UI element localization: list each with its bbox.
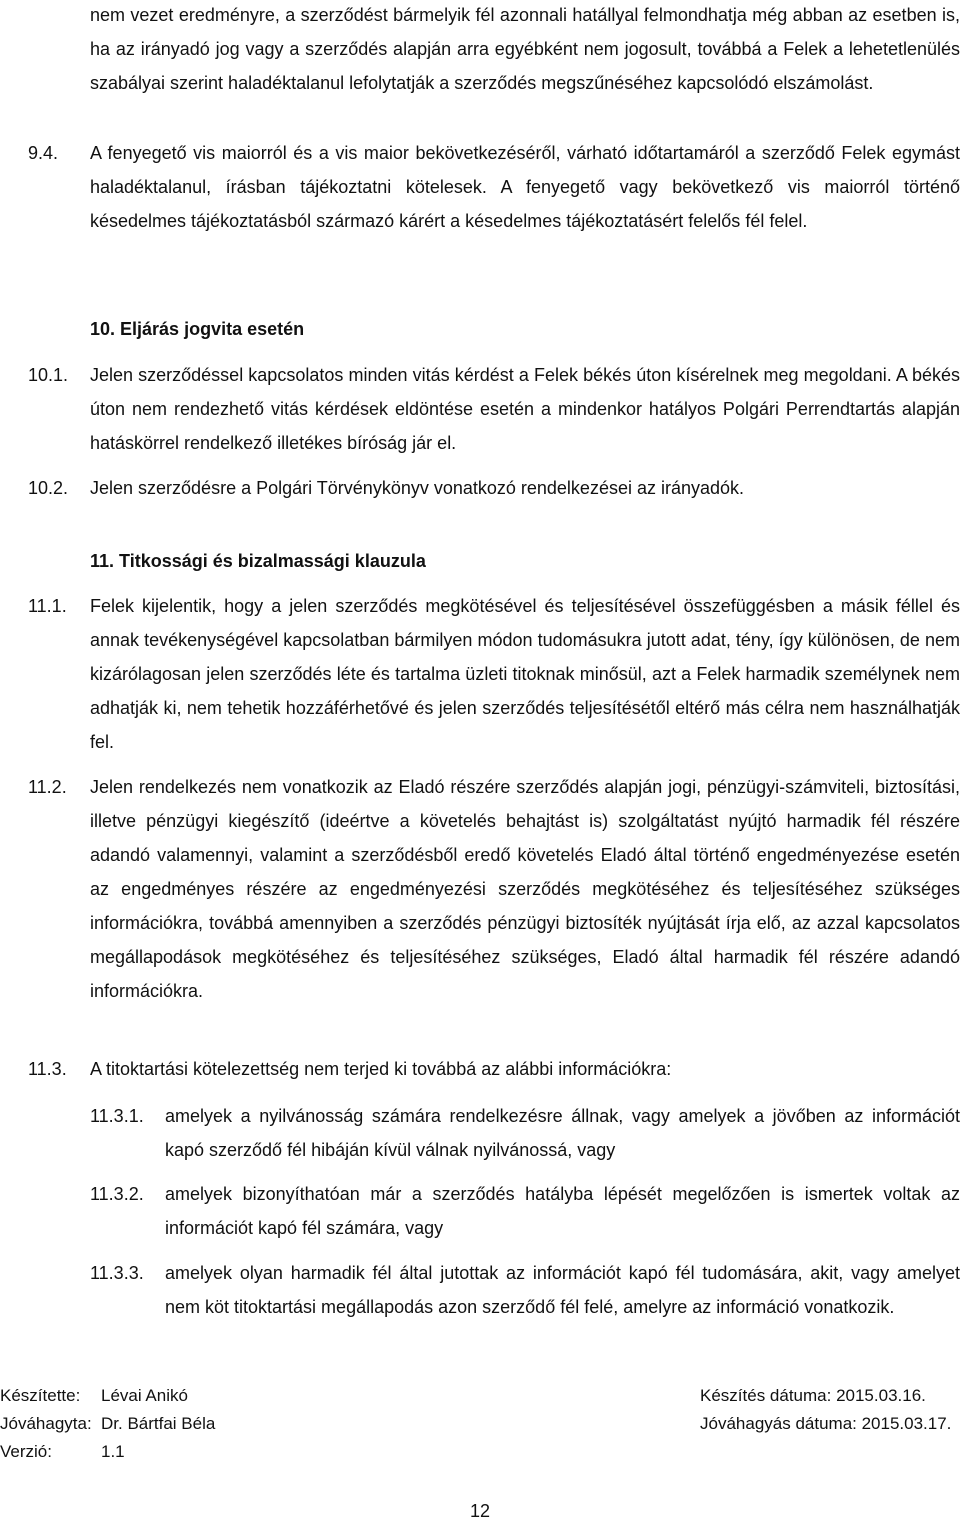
- section-heading-10: 10. Eljárás jogvita esetén: [90, 319, 305, 339]
- paragraph-10-1: [28, 358, 960, 460]
- paragraph-11-3-2: [90, 1177, 960, 1245]
- page-number: 12: [469, 1501, 491, 1521]
- footer-prepared-by: [0, 1383, 188, 1409]
- paragraph-text: Jelen rendelkezés nem vonatkozik az Eladó részére szerződés alapján jogi, pénzügyi-számviteli, biztosítási, illetve pénzügyi kiegészítő (ideértve a követelés behajtást is) szolgáltatást nyújtó harmadik fél részére adandó valamennyi, valamint a szerződésből eredő követelés Eladó által történő engedményezése esetén az engedményes részére az engedményezési szerződés megkötéséhez és teljesítéséhez szükséges információkra, továbbá amennyiben a szerződés pénzügyi biztosíték nyújtását írja elő, az azzal kapcsolatos megállapodások megkötéséhez és teljesítéséhez szükséges, Eladó által harmadik fél részére adandó információkra.: [90, 777, 960, 1001]
- paragraph-number: 11.3.1.: [90, 1106, 144, 1126]
- paragraph-number: 10.2.: [28, 478, 69, 498]
- footer-value: 1.1: [101, 1442, 125, 1461]
- paragraph-text: A titoktartási kötelezettség nem terjed ki továbbá az alábbi információkra:: [90, 1059, 672, 1079]
- footer-label: Készítette:: [0, 1386, 81, 1405]
- paragraph-11-1: [28, 589, 960, 759]
- paragraph-text: amelyek olyan harmadik fél által jutottak az információt kapó fél tudomására, akit, vagy amelyet nem köt titoktartási megállapodás azon szerződő fél felé, amelyre az információ vonatkozik.: [165, 1263, 960, 1317]
- paragraph-11-2: [28, 770, 960, 1008]
- section-heading-11: 11. Titkossági és bizalmassági klauzula: [90, 551, 426, 571]
- paragraph-number: 11.1.: [28, 596, 67, 616]
- paragraph-11-3-1: [90, 1099, 960, 1167]
- paragraph-text: Jelen szerződéssel kapcsolatos minden vitás kérdést a Felek békés úton kísérelnek meg megoldani. A békés úton nem rendezhető vitás kérdések eldöntése esetén a mindenkor hatályos Polgári Perrendtartás alapján hatáskörrel rendelkező illetékes bíróság jár el.: [90, 365, 960, 453]
- footer-value: Lévai Anikó: [101, 1386, 188, 1405]
- footer-label: Verzió:: [0, 1442, 52, 1461]
- paragraph-continuation: nem vezet eredményre, a szerződést bármelyik fél azonnali hatállyal felmondhatja még abban az esetben is, ha az irányadó jog vagy a szerződés alapján arra egyébként nem jogosult, továbbá a Felek a lehetetlenülés szabályai szerint haladéktalanul lefolytatják a szerződés megszűnéséhez kapcsolódó elszámolást.: [90, 5, 960, 93]
- paragraph-11-3-3: [90, 1256, 960, 1324]
- footer-label: Jóváhagyta:: [0, 1414, 92, 1433]
- paragraph-11-3: [28, 1052, 960, 1086]
- paragraph-number: 10.1.: [28, 365, 69, 385]
- paragraph-text: amelyek bizonyíthatóan már a szerződés hatályba lépését megelőzően is ismertek voltak az információt kapó fél számára, vagy: [165, 1184, 960, 1238]
- paragraph-number: 11.2.: [28, 777, 67, 797]
- paragraph-text: amelyek a nyilvánosság számára rendelkezésre állnak, vagy amelyek a jövőben az információt kapó szerződő fél hibáján kívül válnak nyilvánossá, vagy: [165, 1106, 960, 1160]
- paragraph-number: 11.3.3.: [90, 1263, 144, 1283]
- paragraph-text: Felek kijelentik, hogy a jelen szerződés megkötésével és teljesítésével összefüggésben a másik féllel és annak tevékenységével kapcsolatban bármilyen módon tudomásukra jutott adat, tény, így különösen, de nem kizárólagosan jelen szerződés léte és tartalma üzleti titoknak minősül, azt a Felek harmadik személynek nem adhatják ki, nem tehetik hozzáférhetővé és jelen szerződés teljesítésétől eltérő más célra nem használhatják fel.: [90, 596, 960, 752]
- footer-approved-by: [0, 1411, 215, 1437]
- footer-approved-date: Jóváhagyás dátuma: 2015.03.17.: [700, 1414, 952, 1433]
- footer-prepared-date: Készítés dátuma: 2015.03.16.: [700, 1386, 926, 1405]
- paragraph-text: A fenyegető vis maiorról és a vis maior bekövetkezéséről, várható időtartamáról a szerződő Felek egymást haladéktalanul, írásban tájékoztatni kötelesek. A fenyegető vagy bekövetkező vis maiorról történő késedelmes tájékoztatásból származó kárért a késedelmes tájékoztatásért felelős fél felel.: [90, 143, 960, 231]
- paragraph-number: 9.4.: [28, 143, 59, 163]
- paragraph-text: Jelen szerződésre a Polgári Törvénykönyv vonatkozó rendelkezései az irányadók.: [90, 478, 745, 498]
- paragraph-number: 11.3.2.: [90, 1184, 144, 1204]
- footer-version: [0, 1439, 125, 1465]
- paragraph-number: 11.3.: [28, 1059, 67, 1079]
- paragraph-9-4: [28, 136, 960, 238]
- paragraph-10-2: [28, 471, 960, 505]
- footer-value: Dr. Bártfai Béla: [101, 1414, 216, 1433]
